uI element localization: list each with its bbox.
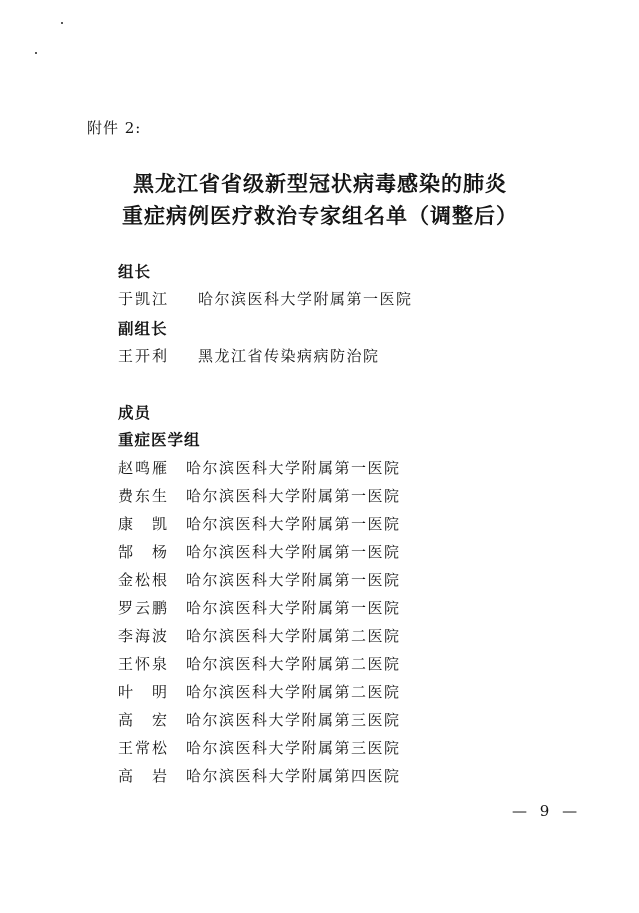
- member-row: [118, 653, 401, 675]
- member-row: [118, 625, 401, 647]
- member-name: 高 宏: [118, 711, 170, 729]
- member-org: 哈尔滨医科大学附属第一医院: [186, 543, 401, 561]
- member-row: [118, 709, 401, 731]
- member-row: [118, 541, 401, 563]
- attachment-label: 附件 2:: [87, 119, 142, 137]
- member-org: 哈尔滨医科大学附属第二医院: [186, 683, 401, 701]
- scan-speck: [61, 22, 63, 24]
- member-name: 高 岩: [118, 767, 170, 785]
- page-number: — 9 —: [512, 802, 582, 820]
- member-row: [118, 485, 401, 507]
- member-org: 哈尔滨医科大学附属第三医院: [186, 711, 401, 729]
- subgroup-heading: 重症医学组: [118, 430, 201, 449]
- member-row: [118, 457, 401, 479]
- member-name: 王怀泉: [118, 655, 170, 673]
- member-name: 赵鸣雁: [118, 459, 170, 477]
- member-org: 哈尔滨医科大学附属第一医院: [186, 599, 401, 617]
- member-name: 于凯江: [118, 290, 170, 308]
- member-org: 哈尔滨医科大学附属第二医院: [186, 655, 401, 673]
- document-title-line-2: 重症病例医疗救治专家组名单（调整后）: [122, 203, 518, 228]
- deputy-leader-row: [118, 345, 380, 367]
- member-org: 哈尔滨医科大学附属第一医院: [186, 487, 401, 505]
- member-row: [118, 513, 401, 535]
- member-org: 哈尔滨医科大学附属第三医院: [186, 739, 401, 757]
- member-name: 郜 杨: [118, 543, 170, 561]
- member-name: 金松根: [118, 571, 170, 589]
- member-org: 哈尔滨医科大学附属第四医院: [186, 767, 401, 785]
- member-org: 哈尔滨医科大学附属第一医院: [186, 571, 401, 589]
- member-name: 叶 明: [118, 683, 170, 701]
- member-name: 罗云鹏: [118, 599, 170, 617]
- scan-speck: [35, 52, 37, 54]
- member-row: [118, 737, 401, 759]
- member-row: [118, 597, 401, 619]
- member-row: [118, 681, 401, 703]
- leader-row: [118, 288, 413, 310]
- member-row: [118, 765, 401, 787]
- leader-heading: 组长: [118, 262, 152, 281]
- member-name: 王开利: [118, 347, 170, 365]
- member-org: 黑龙江省传染病病防治院: [198, 347, 380, 365]
- document-title-line-1: 黑龙江省省级新型冠状病毒感染的肺炎: [133, 171, 507, 196]
- member-org: 哈尔滨医科大学附属第一医院: [198, 290, 413, 308]
- member-org: 哈尔滨医科大学附属第一医院: [186, 459, 401, 477]
- member-name: 王常松: [118, 739, 170, 757]
- member-row: [118, 569, 401, 591]
- members-heading: 成员: [118, 403, 152, 422]
- member-name: 康 凯: [118, 515, 170, 533]
- deputy-leader-heading: 副组长: [118, 319, 168, 338]
- member-name: 费东生: [118, 487, 170, 505]
- member-org: 哈尔滨医科大学附属第一医院: [186, 515, 401, 533]
- member-org: 哈尔滨医科大学附属第二医院: [186, 627, 401, 645]
- member-name: 李海波: [118, 627, 170, 645]
